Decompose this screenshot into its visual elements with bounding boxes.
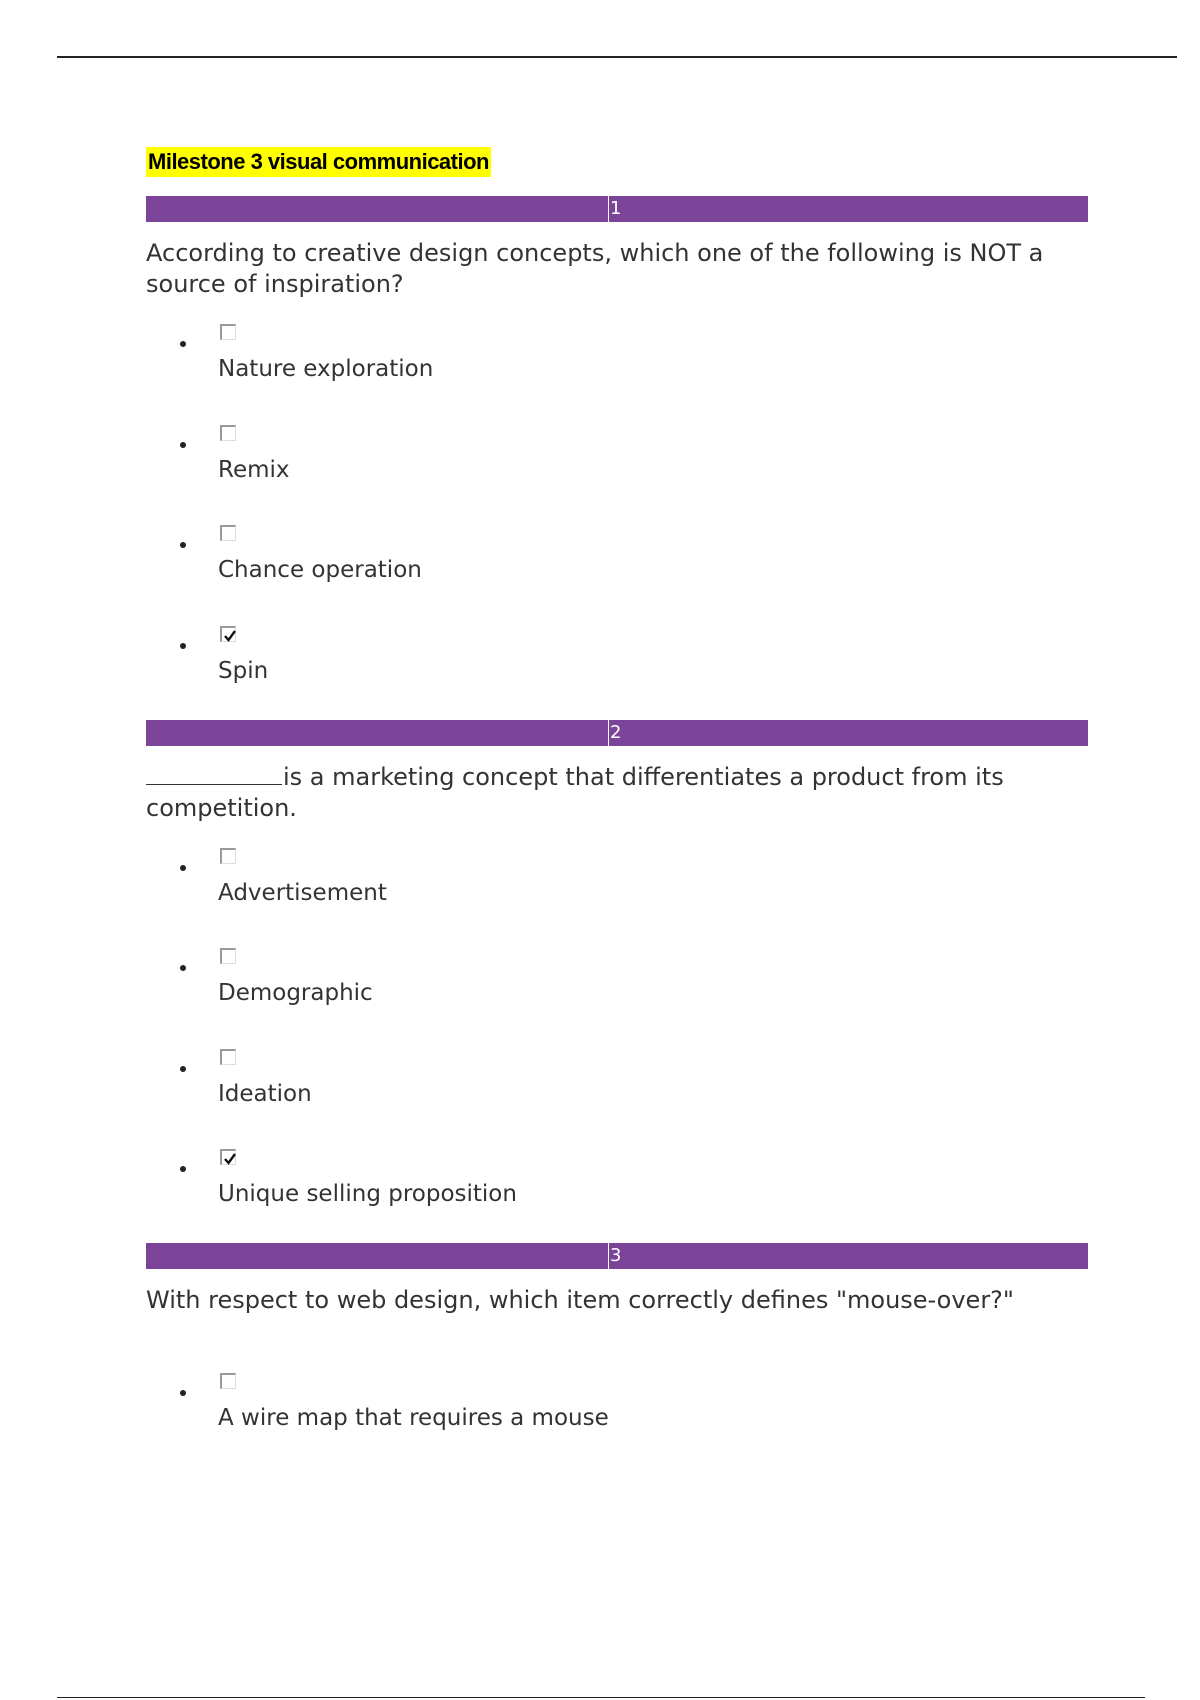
checkbox-unchecked-icon[interactable] <box>220 948 236 964</box>
question-1-number: 1 <box>608 196 621 222</box>
footer-rule <box>57 1697 1145 1698</box>
checkbox-unchecked-icon[interactable] <box>220 1049 236 1065</box>
option-label: A wire map that requires a mouse <box>218 1405 609 1431</box>
question-2-option-1[interactable] <box>180 848 880 928</box>
question-3-text: With respect to web design, which item correctly defines "mouse-over?" <box>146 1286 1014 1314</box>
checkbox-checked-icon[interactable] <box>220 626 236 642</box>
question-1-option-4[interactable] <box>180 626 880 706</box>
question-1-header-bar <box>146 196 1088 222</box>
bullet-icon <box>180 1066 186 1072</box>
bullet-icon <box>180 965 186 971</box>
bullet-icon <box>180 341 186 347</box>
question-1-text: According to creative design concepts, which one of the following is NOT a source of inspiration? <box>146 239 1044 298</box>
checkmark-icon <box>223 1152 237 1166</box>
checkbox-unchecked-icon[interactable] <box>220 324 236 340</box>
bullet-icon <box>180 442 186 448</box>
checkbox-unchecked-icon[interactable] <box>220 425 236 441</box>
question-3-header-bar <box>146 1243 1088 1269</box>
checkbox-checked-icon[interactable] <box>220 1149 236 1165</box>
question-2-option-4[interactable] <box>180 1149 880 1229</box>
header-rule <box>57 56 1177 58</box>
bullet-icon <box>180 865 186 871</box>
question-3-number: 3 <box>608 1243 621 1269</box>
option-label: Nature exploration <box>218 356 434 382</box>
bullet-icon <box>180 1390 186 1396</box>
checkbox-unchecked-icon[interactable] <box>220 1373 236 1389</box>
bullet-icon <box>180 643 186 649</box>
question-2-number: 2 <box>608 720 621 746</box>
checkmark-icon <box>223 629 237 643</box>
option-label: Unique selling proposition <box>218 1181 517 1207</box>
option-label: Spin <box>218 658 269 684</box>
option-label: Remix <box>218 457 290 483</box>
question-1-option-2[interactable] <box>180 425 880 505</box>
checkbox-unchecked-icon[interactable] <box>220 525 236 541</box>
question-2-text-content: is a marketing concept that differentiates a product from its competition. <box>146 763 1004 822</box>
question-1-option-1[interactable] <box>180 324 880 404</box>
option-label: Chance operation <box>218 557 422 583</box>
option-label: Ideation <box>218 1081 312 1107</box>
bullet-icon <box>180 542 186 548</box>
option-label: Advertisement <box>218 880 387 906</box>
question-2-option-2[interactable] <box>180 948 880 1028</box>
question-2-header-bar <box>146 720 1088 746</box>
option-label: Demographic <box>218 980 373 1006</box>
question-2-option-3[interactable] <box>180 1049 880 1129</box>
question-1-option-3[interactable] <box>180 525 880 605</box>
bullet-icon <box>180 1166 186 1172</box>
document-title: Milestone 3 visual communication <box>146 147 491 177</box>
question-2-text <box>146 762 1076 824</box>
checkbox-unchecked-icon[interactable] <box>220 848 236 864</box>
fill-in-blank <box>146 762 282 785</box>
question-3-option-1[interactable] <box>180 1373 880 1453</box>
